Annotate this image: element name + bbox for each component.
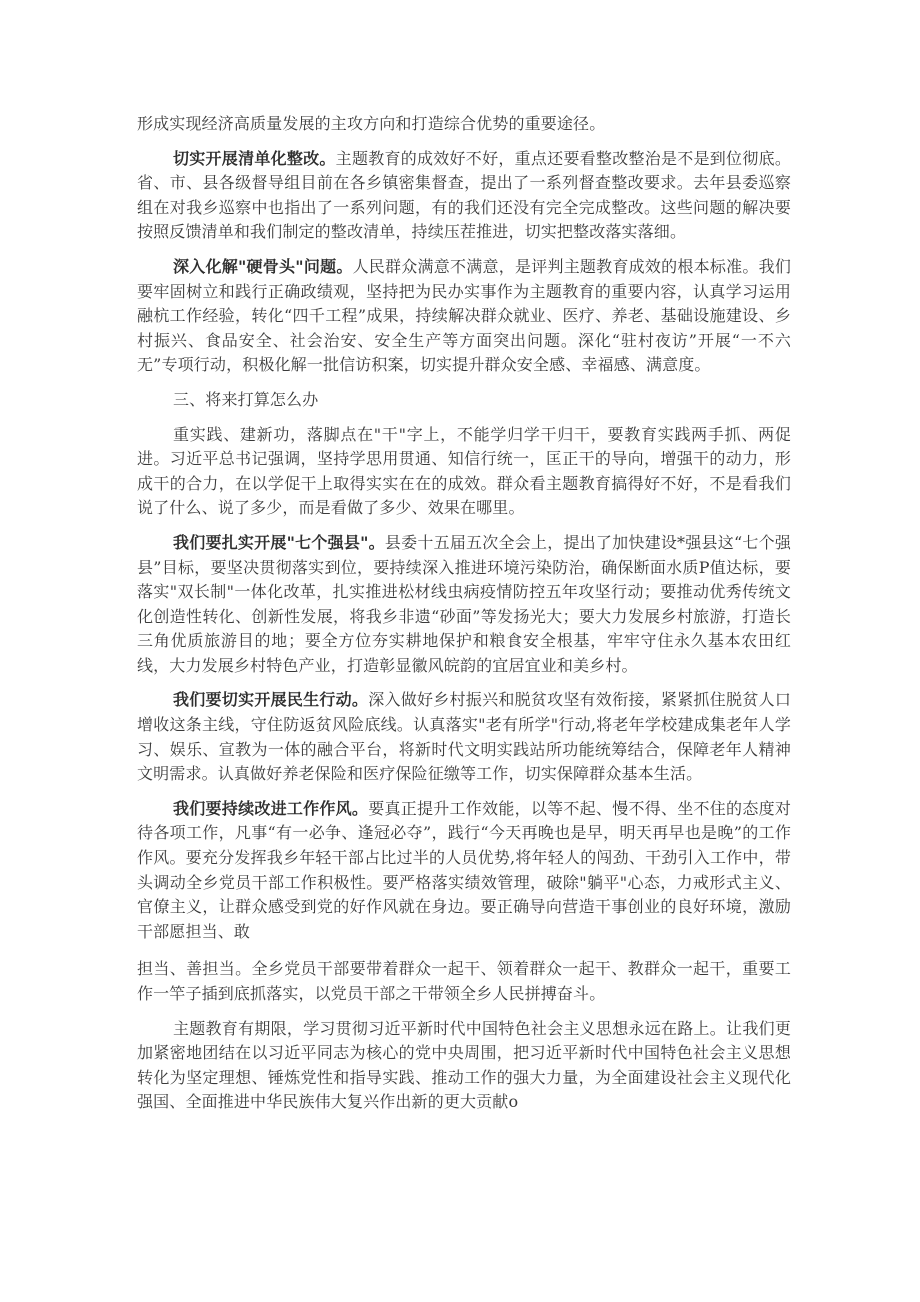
paragraph-text: 深入做好乡村振兴和脱贫攻坚有效衔接，紧紧抓住脱贫人口增收这条主线，守住防返贫风险底线。认真落实"老有所学"行动,将老年学校建成集老年人学习、娱乐、宣教为一体的融合平台，将新时代文明实践站所功能统筹结合，保障老年人精神文明需求。认真做好养老保险和医疗保险征缴等工作，切实保障群众基本生活。 (137, 690, 791, 784)
paragraph-practice: 重实践、建新功，落脚点在"干"字上，不能学归学干归干，要教育实践两手抓、两促进。习近平总书记强调，坚持学思用贯通、知信行统一，匡正干的导向，增强干的动力，形成干的合力，在以学促干上取得实实在在的成效。群众看主题教育搞得好不好，不是看我们说了什么、说了多少，而是看做了多少、效果在哪里。 (137, 424, 791, 518)
paragraph-text: 要真正提升工作效能，以等不起、慢不得、坐不住的态度对待各项工作，凡事“有一必争、逢冠必夺”，践行“今天再晚也是早，明天再早也是晚”的工作作风。要充分发挥我乡年轻干部占比过半的人员优势,将年轻人的闯劲、干劲引入工作中，带头调动全乡党员干部工作积极性。要严格落实绩效管理，破除"躺平"心态，力戒形式主义、官僚主义，让群众感受到党的好作风就在身边。要正确导向营造干事创业的良好环境，激励干部愿担当、敢 (137, 798, 791, 941)
paragraph-rectification (137, 147, 791, 245)
paragraph-work-style-continued: 担当、善担当。全乡党员干部要带着群众一起干、领着群众一起干、教群众一起干，重要工作一竿子插到底抓落实，以党员干部之干带领全乡人民拼搏奋斗。 (137, 959, 791, 1003)
paragraph-lead: 切实开展清单化整改。 (173, 148, 336, 168)
section-heading: 三、将来打算怎么办 (173, 389, 319, 409)
paragraph-continuation: 形成实现经济高质量发展的主攻方向和打造综合优势的重要途径。 (137, 114, 606, 133)
paragraph-lead: 我们要持续改进工作作风。 (173, 798, 369, 818)
paragraph-lead: 深入化解"硬骨头"问题。 (173, 256, 353, 276)
paragraph-lead: 我们要扎实开展"七个强县"。 (173, 532, 385, 552)
paragraph-hard-problems (137, 255, 791, 378)
paragraph-text: 主题教育的成效好不好，重点还要看整改整治是不是到位彻底。省、市、县各级督导组目前在各乡镇密集督查，提出了一系列督查整改要求。去年县委巡察组在对我乡巡察中也指出了一系列问题，有的我们还没有完全完成整改。这些问题的解决要按照反馈清单和我们制定的整改清单，持续压茬推进，切实把整改落实落细。 (137, 148, 791, 242)
paragraph-livelihood (137, 688, 791, 786)
document-body (137, 112, 791, 1115)
paragraph-text: 人民群众满意不满意，是评判主题教育成效的根本标准。我们要牢固树立和践行正确政绩观，坚持把为民办实事作为主题教育的重要内容，认真学习运用融杭工作经验，转化“四千工程”成果，持续解决群众就业、医疗、养老、基础设施建设、乡村振兴、食品安全、社会治安、安全生产等方面突出问题。深化“驻村夜访”开展“一不六无”专项行动，积极化解一批信访积案，切实提升群众安全感、幸福感、满意度。 (137, 256, 791, 375)
paragraph-seven-strong (137, 531, 791, 679)
paragraph-lead: 我们要切实开展民生行动。 (173, 690, 369, 710)
paragraph-conclusion: 主题教育有期限，学习贯彻习近平新时代中国特色社会主义思想永远在路上。让我们更加紧密地团结在以习近平同志为核心的党中央周围，把习近平新时代中国特色社会主义思想转化为坚定理想、锤炼党性和指导实践、推动工作的强大力量，为全面建设社会主义现代化强国、全面推进中华民族伟大复兴作出新的更大贡献o (137, 1018, 791, 1112)
paragraph-text: 县委十五届五次全会上，提出了加快建设*强县这“七个强县”目标，要坚决贯彻落实到位，要持续深入推进环境污染防治，确保断面水质P值达标，要落实"双长制"一体化改革，扎实推进松材线虫病疫情防控五年攻坚行动；要推动优秀传统文化创造性转化、创新性发展，将我乡非遗“砂面”等发扬光大；要大力发展乡村旅游，打造长三角优质旅游目的地；要全方位夯实耕地保护和粮食安全根基，牢牢守住永久基本农田红线，大力发展乡村特色产业，打造彰显徽风皖韵的宜居宜业和美乡村。 (137, 532, 791, 675)
paragraph-work-style (137, 797, 791, 945)
